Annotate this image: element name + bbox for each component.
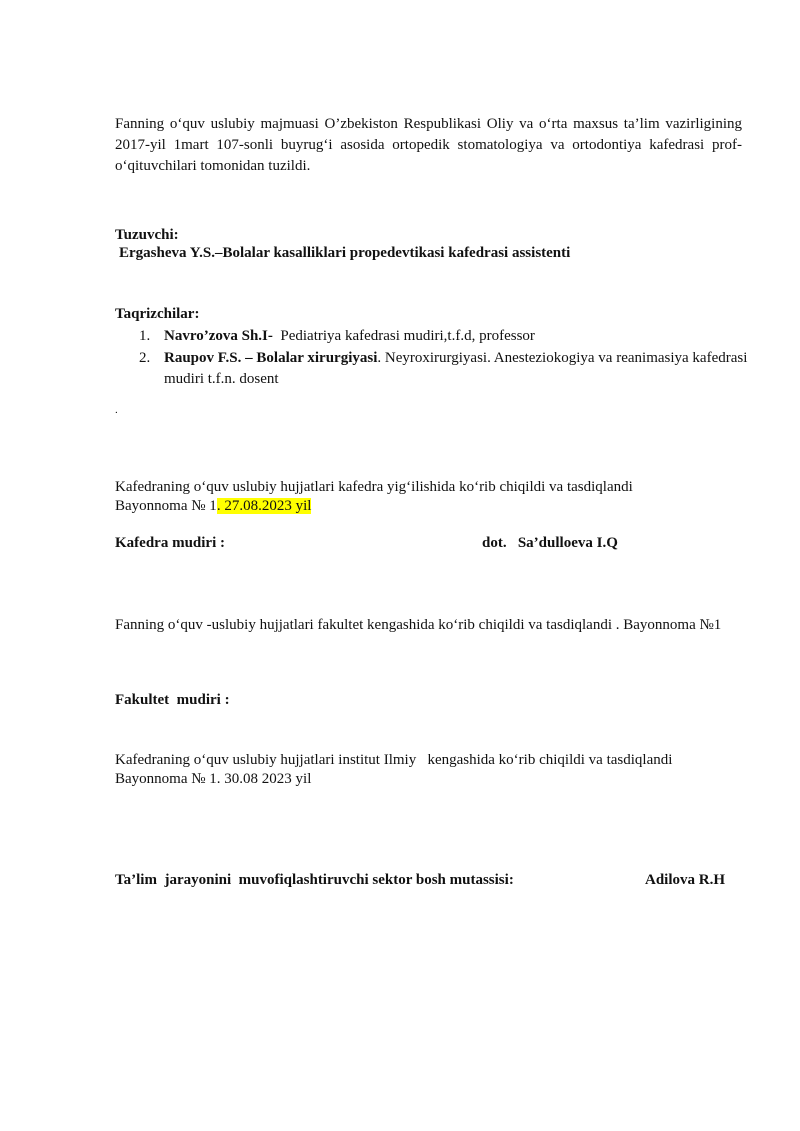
institute-protocol: Bayonnoma № 1. 30.08 2023 yil [115, 771, 312, 787]
faculty-head-label: Fakultet mudiri : [115, 692, 230, 708]
reviewer-details: Pediatriya kafedrasi mudiri,t.f.d, professor [272, 328, 535, 344]
sector-head-name: Adilova R.H [645, 872, 726, 888]
department-review [115, 478, 745, 516]
reviewers-label: Taqrizchilar: [115, 306, 200, 322]
reviewer-name: Navro’zova Sh.I- [164, 328, 273, 344]
department-protocol [115, 497, 745, 516]
reviewers-list [139, 326, 759, 390]
institute-review [115, 751, 745, 789]
compiler-label: Tuzuvchi: [115, 227, 179, 243]
institute-review-text: Kafedraning o‘quv uslubiy hujjatlari institut Ilmiy kengashida ko‘rib chiqildi va tasdiqlandi [115, 752, 673, 768]
department-head-name: dot. Sa’dulloeva I.Q [482, 535, 618, 551]
department-head-label: Kafedra mudiri : [115, 535, 225, 551]
list-item-number: 1. [139, 328, 151, 344]
compiler-name: Ergasheva Y.S.–Bolalar kasalliklari propedevtikasi kafedrasi assistenti [119, 245, 571, 261]
reviewer-name: Raupov F.S. – Bolalar xirurgiyasi [164, 350, 378, 366]
department-protocol-prefix: Bayonnoma № 1 [115, 498, 217, 514]
list-item [139, 326, 759, 347]
intro-paragraph: Fanning o‘quv uslubiy majmuasi O’zbekiston Respublikasi Oliy va o‘rta maxsus ta’lim vazirligining 2017-yil 1mart 107-sonli buyrug‘i asosida ortopedik stomatologiya va ortodontiya kafedrasi prof-o‘qituvchilari tomonidan tuzildi. [115, 116, 742, 174]
sector-head-label: Ta’lim jarayonini muvofiqlashtiruvchi sektor bosh mutassisi: [115, 872, 514, 888]
faculty-review-text: Fanning o‘quv -uslubiy hujjatlari fakultet kengashida ko‘rib chiqildi va tasdiqlandi . Bayonnoma №1 [115, 617, 722, 633]
reviewer-details: . Neyroxirurgiyasi. Anesteziokogiya va reanimasiya kafedrasi mudiri t.f.n. dosent [164, 350, 748, 387]
department-review-text: Kafedraning o‘quv uslubiy hujjatlari kafedra yig‘ilishida ko‘rib chiqildi va tasdiqlandi [115, 479, 633, 495]
stray-mark: . [115, 404, 118, 416]
list-item [139, 348, 759, 390]
department-protocol-date: . 27.08.2023 yil [216, 498, 312, 514]
list-item-number: 2. [139, 350, 151, 366]
